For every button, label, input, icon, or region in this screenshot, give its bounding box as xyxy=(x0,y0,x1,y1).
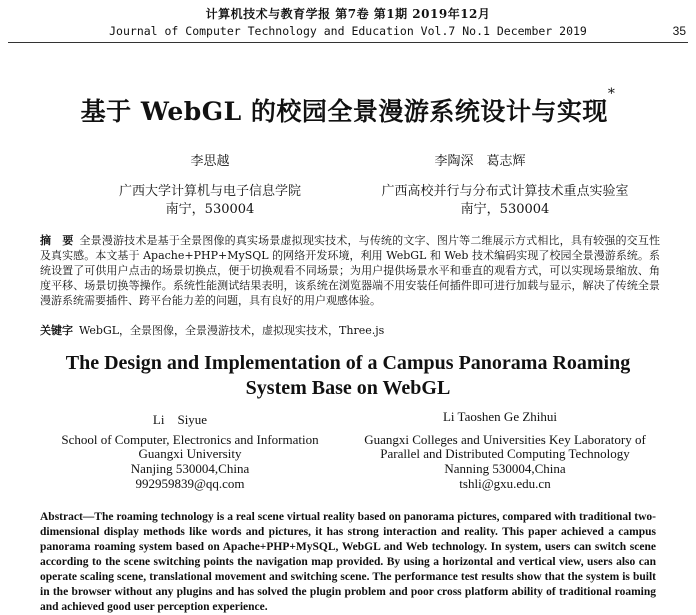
email-en-left: 992959839@qq.com xyxy=(135,476,245,491)
paper-title-en-line1: The Design and Implementation of a Campus Panorama Roaming xyxy=(65,352,631,374)
keywords-cn xyxy=(40,323,660,338)
abstract-cn-label: 摘 要 xyxy=(40,234,74,247)
affiliation-cn-right: 广西高校并行与分布式计算技术重点实验室 xyxy=(381,184,629,199)
abstract-cn xyxy=(40,233,660,308)
affiliation-en-right-2: Parallel and Distributed Computing Technology xyxy=(380,446,630,461)
keywords-cn-label: 关键字 xyxy=(40,324,73,337)
affiliation-en-left-1: School of Computer, Electronics and Information xyxy=(61,432,319,447)
paper-title-en xyxy=(0,351,696,401)
affiliation-en-right-1: Guangxi Colleges and Universities Key Laboratory of xyxy=(364,432,646,447)
affiliation-en-left-2: Guangxi University xyxy=(138,446,242,461)
header-rule xyxy=(8,42,688,43)
journal-header-en: Journal of Computer Technology and Education Vol.7 No.1 December 2019 xyxy=(109,24,587,38)
email-en-right: tshli@gxu.edu.cn xyxy=(459,476,551,491)
author-en-left: Li Siyue xyxy=(152,412,208,427)
paper-title-cn xyxy=(0,86,696,128)
journal-header-cn: 计算机技术与教育学报 第7卷 第1期 2019年12月 xyxy=(205,7,491,21)
author-cn-right: 李陶深 葛志辉 xyxy=(434,154,526,169)
city-cn-left: 南宁，530004 xyxy=(165,202,255,217)
title-footnote-mark: * xyxy=(607,86,616,102)
keywords-cn-text: WebGL，全景图像，全景漫游技术，虚拟现实技术，Three.js xyxy=(79,324,385,337)
city-en-left: Nanjing 530004,China xyxy=(130,461,250,476)
city-cn-right: 南宁，530004 xyxy=(460,202,550,217)
page-number: 35 xyxy=(672,24,686,38)
author-en-right: Li Taoshen Ge Zhihui xyxy=(442,409,558,424)
abstract-en: Abstract—The roaming technology is a real scene virtual reality based on panorama pictures, compared with traditional two-dimensional display methods like words and pictures, it has strong interaction and reality. This paper achieved a campus panorama roaming system based on Apache+PHP+MySQL, WebGL and Web technology. In system, users can switch scene according to the scene switching points the navigation map provided. By using a horizontal and vertical view, users also can operate scaling scene, translational movement and switching scene. The performance test results show that the system is built in the browser without any plugins and has solved the plugin problem and poor cross platform ability of traditional roaming and achieved good user perception experience. xyxy=(40,511,656,613)
abstract-cn-text: 全景漫游技术是基于全景图像的真实场景虚拟现实技术，与传统的文字、图片等二维展示方式相比，具有较强的交互性及真实感。本文基于 Apache+PHP+MySQL 的网络开发环境，利用 WebGL 和 Web 技术编码实现了校园全景漫游系统。系统设置了可供用户点击的场景切换点，便于切换观看不同场景；为用户提供场景水平和垂直的观看方式，可以实现场景缩放、角度平移、场景切换等操作。系统性能测试结果表明，该系统在浏览器端不用安装任何插件即可进行加载与显示，解决了传统全景漫游系统需要插件、跨平台能力差的问题，具有良好的用户观感体验。 xyxy=(40,234,660,307)
paper-title-en-line2: System Base on WebGL xyxy=(245,377,451,399)
author-cn-left: 李思越 xyxy=(190,154,230,169)
city-en-right: Nanning 530004,China xyxy=(444,461,566,476)
paper-title-cn-text: 基于 WebGL 的校园全景漫游系统设计与实现 xyxy=(80,97,608,126)
affiliation-cn-left: 广西大学计算机与电子信息学院 xyxy=(118,184,301,199)
